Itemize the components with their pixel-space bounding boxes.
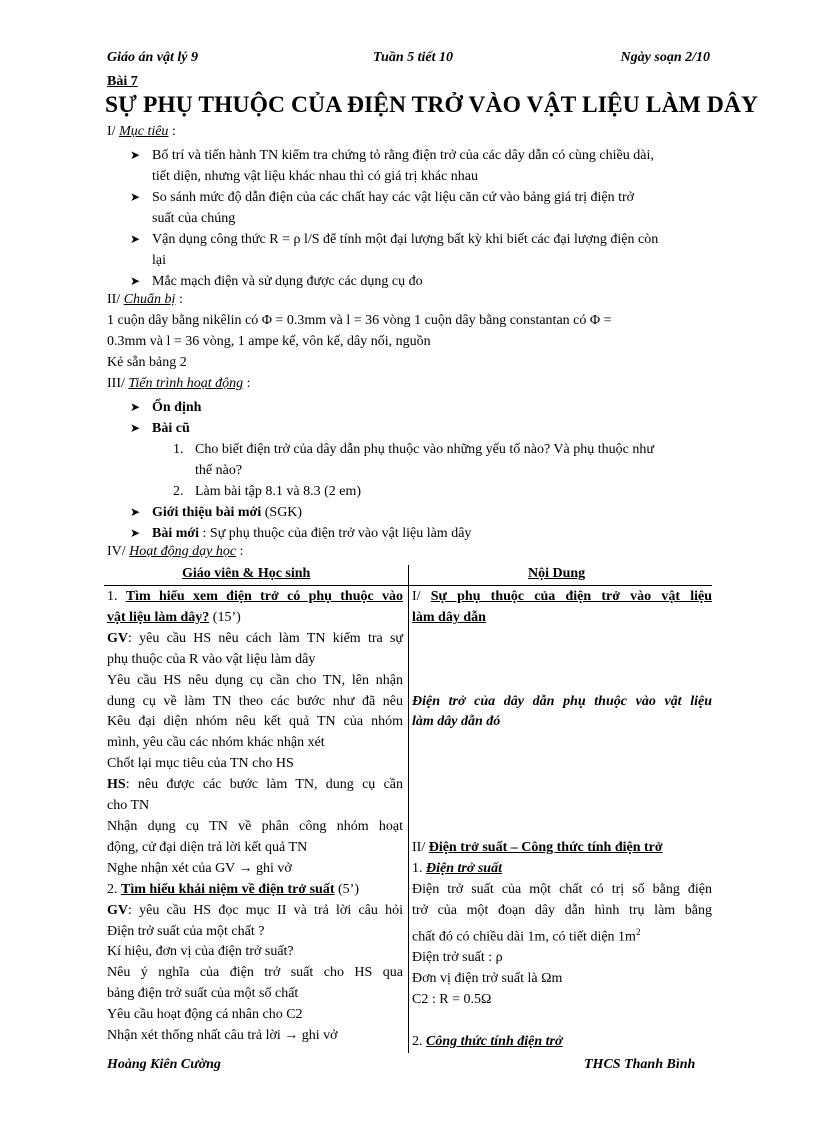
header-week: Tuần 5 tiết 10 xyxy=(373,50,453,65)
objective-item: ➤ So sánh mức độ dẫn điện của các chất hay các vật liệu căn cứ vào bảng giá trị điện trở suất của chúng xyxy=(130,187,710,229)
arrow-bullet-icon: ➤ xyxy=(130,505,141,519)
prep-line: Kẻ sẵn bảng 2 xyxy=(107,355,187,370)
arrow-bullet-icon: ➤ xyxy=(130,148,141,162)
arrow-bullet-icon: ➤ xyxy=(130,421,141,435)
process-item: ➤ Ổn định xyxy=(130,397,710,418)
prep-line: 0.3mm và l = 36 vòng, 1 ampe kế, vôn kế, dây nối, nguồn xyxy=(107,334,431,349)
arrow-bullet-icon: ➤ xyxy=(130,526,141,540)
section-activities-heading: IV/ Hoạt động dạy học : xyxy=(107,544,244,559)
teacher-student-column: 1. Tìm hiểu xem điện trở có phụ thuộc vào vật liệu làm dây? (15’) GV: yêu cầu HS nêu cách làm TN kiểm tra sự phụ thuộc của R vào vật liệu làm dây Yêu cầu HS nêu dụng cụ cần cho TN, lên nhận dung cụ về làm TN theo các bước như đã nêu Kêu đại diện nhóm nêu kết quả TN của nhóm mình, yêu cầu các nhóm khác nhận xét Chốt lại mục tiêu của TN cho HS HS: nêu được các bước làm TN, dung cụ cần cho TN Nhận dụng cụ TN về phân công nhóm hoạt động, cử đại diện trả lời kết quả TN Nghe nhận xét của GV → ghi vở 2. Tìm hiểu khái niệm về điện trở suất (5’) GV: yêu cầu HS đọc mục II và trả lời câu hỏi Điện trở suất của một chất ? Kí hiệu, đơn vị của điện trở suất? Nêu ý nghĩa của điện trở suất cho HS qua bảng điện trở suất của một số chất Yêu cầu hoạt động cá nhân cho C2 Nhận xét thống nhất câu trả lời → ghi vở xyxy=(107,589,404,1044)
arrow-bullet-icon: ➤ xyxy=(130,274,141,288)
objective-item: ➤ Mắc mạch điện và sử dụng được các dụng cụ đo xyxy=(130,271,710,292)
footer-school: THCS Thanh Bình xyxy=(584,1057,696,1072)
table-header-right: Nội Dung xyxy=(528,566,586,581)
prep-line: 1 cuộn dây bằng nikêlin có Φ = 0.3mm và l = 36 vòng 1 cuộn dây bằng constantan có Φ = xyxy=(107,313,612,328)
arrow-bullet-icon: ➤ xyxy=(130,190,141,204)
objective-item: ➤ Vận dụng công thức R = ρ l/S để tính một đại lượng bất kỳ khi biết các đại lượng điện còn lại xyxy=(130,229,710,271)
section-preparation-heading: II/ Chuẩn bị : xyxy=(107,292,183,307)
objective-item: ➤ Bố trí và tiến hành TN kiểm tra chứng tỏ rằng điện trở của các dây dẫn có cùng chiều dài, tiết diện, nhưng vật liệu khác nhau thì có giá trị khác nhau xyxy=(130,145,710,187)
lesson-label: Bài 7 xyxy=(107,74,138,89)
content-column: I/ Sự phụ thuộc của điện trở vào vật liệu làm dây dẫn Điện trở của dây dẫn phụ thuộc vào vật liệu làm dây dẫn đó II/ Điện trở suất – Công thức tính điện trở 1. Điện trở suất Điện trở suất của một chất có trị số bằng điện trở của một đoạn dây dẫn hình trụ làm bằng chất đó có chiều dài 1m, có tiết diện $1m^2$ Điện trở suất : ρ Đơn vị điện trở suất là Ωm C2 : R = 0.5Ω 2. Công thức tính điện trở xyxy=(412,589,712,1049)
arrow-bullet-icon: ➤ xyxy=(130,232,141,246)
review-question: 1. Cho biết điện trở của dây dẫn phụ thuộc vào những yếu tố nào? Và phụ thuộc như thế nào? xyxy=(173,442,654,478)
process-item: ➤ Giới thiệu bài mới (SGK) xyxy=(130,502,710,523)
table-header-left: Giáo viên & Học sinh xyxy=(182,566,311,581)
process-item: ➤ Bài mới : Sự phụ thuộc của điện trở vào vật liệu làm dây xyxy=(130,523,710,544)
review-question: 2. Làm bài tập 8.1 và 8.3 (2 em) xyxy=(173,484,362,499)
process-item: ➤ Bài cũ xyxy=(130,418,710,439)
section-process-heading: III/ Tiến trình hoạt động : xyxy=(107,376,251,391)
footer-author: Hoàng Kiên Cường xyxy=(107,1057,221,1072)
arrow-bullet-icon: ➤ xyxy=(130,400,141,414)
section-objectives-heading: I/ Mục tiêu : xyxy=(107,124,176,139)
header-date: Ngày soạn 2/10 xyxy=(620,50,710,65)
table-header-divider xyxy=(104,585,712,586)
header-subject: Giáo án vật lý 9 xyxy=(107,50,198,65)
page-title: SỰ PHỤ THUỘC CỦA ĐIỆN TRỞ VÀO VẬT LIỆU LÀM DÂY xyxy=(105,92,759,118)
table-column-divider xyxy=(408,565,409,1053)
